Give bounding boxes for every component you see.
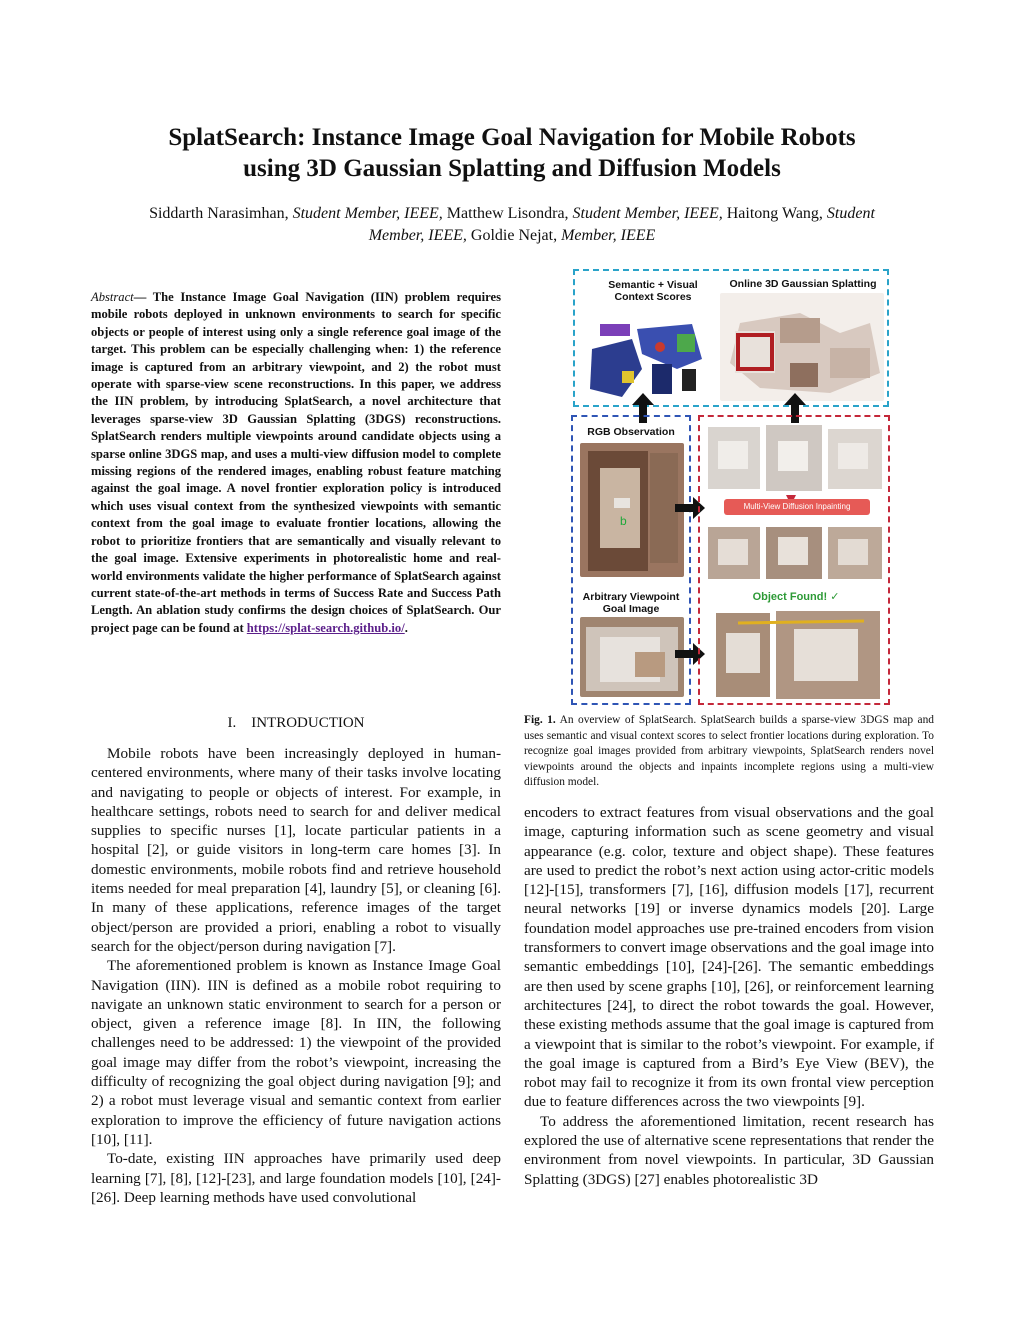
- goal-image: [580, 617, 684, 697]
- title-line-1: SplatSearch: Instance Image Goal Navigation for Mobile Robots: [168, 124, 856, 151]
- object-found-text: Object Found!: [752, 591, 828, 603]
- author-1-role: Student Member, IEEE,: [292, 205, 443, 222]
- paragraph: To-date, existing IIN approaches have primarily used deep learning [7], [8], [12]-[23], and large foundation models [10], [24]-[26]. Deep learning methods have used convolutional: [91, 1150, 501, 1206]
- caption-text: An overview of SplatSearch. SplatSearch builds a sparse-view 3DGS map and uses semantic and visual context scores to select frontier locations during exploration. To recognize goal images provided from arbitrary viewpoints, SplatSearch renders novel viewpoints around the objects and inpaints incomplete regions using a multi-view diffusion model.: [524, 714, 934, 789]
- paragraph: To address the aforementioned limitation, recent research has explored the use of alternative scene representations that render the environment from novel viewpoints. In particular, 3D Gaussian Splatting (3DGS) [27] enables photorealistic 3D: [524, 1112, 934, 1188]
- arbitrary-label-line-1: Arbitrary Viewpoint: [582, 591, 680, 603]
- arbitrary-label-line-2: Goal Image: [602, 603, 660, 615]
- author-2: Matthew Lisondra,: [446, 205, 569, 222]
- svg-text:b: b: [620, 514, 627, 528]
- figure-1: [568, 267, 892, 710]
- abstract-body: — The Instance Image Goal Navigation (IIN) problem requires mobile robots deployed in unknown environments to search for specific objects or people of interest using only a single reference goal image of the target. This problem can be especially challenging when: 1) the reference image is captured from an arbitrary viewpoint, and 2) the robot must operate with sparse-view scene reconstructions. In this paper, we address the IIN problem, by introducing SplatSearch, a novel architecture that leverages sparse-view 3D Gaussian Splatting (3DGS) reconstructions. SplatSearch renders multiple viewpoints around candidate objects using a sparse online 3DGS map, and uses a multi-view diffusion model to complete missing regions of the rendered images, enabling robust feature matching against the goal image. A novel frontier exploration policy is introduced which uses visual context from the synthesized viewpoints with semantic context from the goal image to evaluate frontier locations, allowing the robot to prioritize frontiers that are semantically and visually relevant to the goal image. Extensive experiments in photorealistic home and real-world environments validate the higher performance of SplatSearch against current state-of-the-art methods in terms of Success Rate and Success Path Length. An ablation study confirms the design choices of SplatSearch. Our project page can be found at: [91, 290, 501, 635]
- semantic-map-image: [582, 309, 710, 401]
- checkmark-icon: ✓: [830, 591, 840, 603]
- gaussian-splat-map-image: [720, 293, 884, 401]
- paragraph: Mobile robots have been increasingly deployed in human-centered environments, where many of their tasks involve locating and navigating to people or objects of interest. For example, in healthcare settings, robots need to search for and deliver medical supplies to specific nurses [1], locate particular patients in a hospital [2], or guide visitors in long-term care homes [3]. In domestic environments, mobile robots find and retrieve household items needed for meal preparation [4], laundry [5], or cleaning [6]. In many of these applications, reference images of the target object/person are provided a priori, enabling a robot to visually search for the object/person during navigation [7].: [91, 745, 501, 955]
- paper-title: [60, 122, 964, 184]
- paragraph: The aforementioned problem is known as Instance Image Goal Navigation (IIN). IIN is defined as a mobile robot requiring to navigate an unknown static environment to search for a person or object, given a reference image [8]. In IIN, the following challenges need to be addressed: 1) the viewpoint of the provided goal image may differ from the robot’s viewpoint, increasing the difficulty of recognizing the goal object during navigation [9]; and 2) a robot must leverage visual and semantic context from earlier exploration to improve the efficiency of future navigation actions [10], [11].: [91, 957, 501, 1148]
- project-page-link[interactable]: https://splat-search.github.io/: [246, 620, 405, 635]
- rendered-viewpoints-image: [706, 423, 884, 495]
- author-2-role: Student Member, IEEE,: [572, 205, 723, 222]
- abstract-end: .: [404, 620, 408, 635]
- inpainted-viewpoints-image: [706, 525, 884, 581]
- matched-viewpoints-image: [714, 609, 882, 701]
- diffusion-inpainting-label: Multi-View Diffusion Inpainting: [724, 499, 870, 515]
- author-3-role: Student Member, IEEE,: [368, 205, 875, 244]
- section-heading-introduction: I. INTRODUCTION: [227, 715, 365, 731]
- semantic-label: [590, 279, 716, 303]
- rgb-observation-label: RGB Observation: [587, 426, 675, 438]
- paragraph: encoders to extract features from visual observations and the goal image, capturing information such as scene geometry and visual appearance (e.g. color, texture and object shape). These features are used to predict the robot’s next action using actor-critic models [12]-[15], transformers [7], [16], diffusion models [17], recurrent neural networks [19] or inverse dynamics models [20]. Large foundation model approaches use pre-trained encoders from vision transformers to convert image observations and the goal image into semantic embeddings [10], [24]-[26]. The semantic embeddings are then used by scene graphs [10], [26], or reinforcement learning architectures [24], to direct the robot towards the goal. However, these existing methods assume that the goal image is captured from a viewpoint that is similar to the robot’s viewpoint. For example, if the goal image is captured from a Bird’s Eye View (BEV), the robot may fail to recognize it from its own frontal view perception due to feature differences across the two viewpoints [9].: [524, 804, 934, 1111]
- arbitrary-viewpoint-label: [576, 591, 686, 615]
- author-3: Haitong Wang,: [726, 205, 823, 222]
- right-column: [524, 803, 934, 1189]
- caption-label: Fig. 1.: [524, 714, 556, 726]
- object-found-label: [708, 591, 884, 603]
- rgb-observation-image: [580, 443, 684, 577]
- figure-caption: [524, 713, 934, 791]
- author-4-role: Member, IEEE: [561, 227, 656, 244]
- abstract: [91, 289, 501, 637]
- semantic-label-line-2: Context Scores: [614, 291, 692, 303]
- author-4: Goldie Nejat,: [470, 227, 558, 244]
- left-column: [91, 744, 501, 1207]
- author-list: [120, 203, 904, 247]
- title-line-2: using 3D Gaussian Splatting and Diffusion Models: [243, 155, 781, 182]
- online-3dgs-label: Online 3D Gaussian Splatting: [729, 278, 877, 290]
- author-1: Siddarth Narasimhan,: [149, 205, 289, 222]
- semantic-label-line-1: Semantic + Visual: [608, 279, 698, 291]
- abstract-lead: Abstract: [91, 290, 134, 304]
